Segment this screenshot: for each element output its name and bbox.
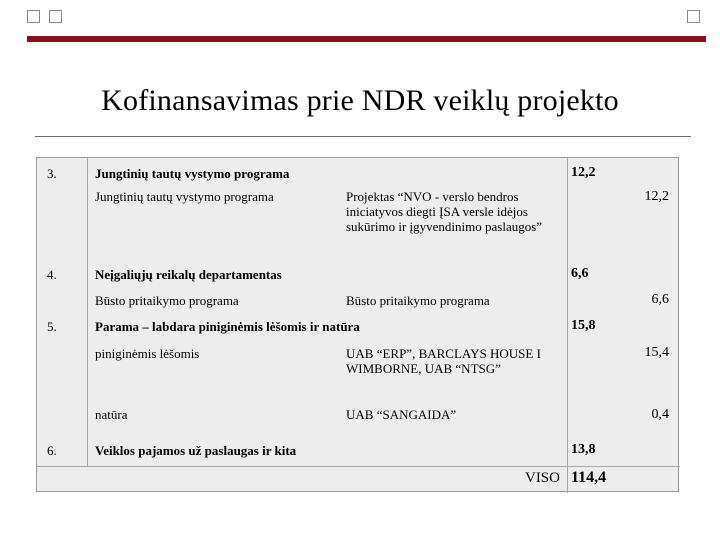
total-label: VISO: [524, 470, 560, 486]
row-amount: 12,2: [571, 165, 596, 180]
row-number: 4.: [47, 267, 57, 282]
program-name: Būsto pritaikymo programa: [95, 293, 239, 308]
row-heading: Veiklos pajamos už paslaugas ir kita: [95, 443, 297, 458]
title-divider: [35, 136, 691, 137]
col-divider-num: [87, 158, 88, 466]
row-number: 3.: [47, 166, 57, 181]
total-value: 114,4: [571, 469, 607, 486]
detail-amount: 0,4: [651, 407, 669, 422]
project-name: Projektas “NVO - verslo bendros iniciatyvos diegti ĮSA versle idėjos sukūrimo ir įgyvendinimo paslaugos”: [346, 189, 543, 234]
slide-title: Kofinansavimas prie NDR veiklų projekto: [101, 84, 619, 117]
row-heading: Neįgaliųjų reikalų departamentas: [95, 267, 282, 282]
row-amount: 6,6: [571, 266, 589, 281]
decor-square-left-1: [27, 10, 40, 23]
funding-table: [36, 157, 679, 492]
row-number: 5.: [47, 319, 57, 334]
program-name: natūra: [95, 407, 128, 422]
detail-amount: 6,6: [651, 292, 669, 307]
program-name: piniginėmis lėšomis: [95, 346, 200, 361]
decor-square-left-2: [49, 10, 62, 23]
project-name: UAB “ERP”, BARCLAYS HOUSE I WIMBORNE, UAB “NTSG”: [346, 346, 541, 376]
detail-amount: 12,2: [644, 189, 669, 204]
row-heading: Jungtinių tautų vystymo programa: [95, 166, 290, 181]
total-divider: [37, 466, 680, 467]
detail-amount: 15,4: [644, 345, 669, 360]
program-name: Jungtinių tautų vystymo programa: [95, 189, 274, 204]
row-number: 6.: [47, 443, 57, 458]
row-amount: 15,8: [571, 318, 596, 333]
decor-square-right: [687, 10, 700, 23]
project-name: Būsto pritaikymo programa: [346, 293, 490, 308]
decor-band: [27, 36, 706, 42]
project-name: UAB “SANGAIDA”: [346, 407, 457, 422]
row-heading: Parama – labdara piniginėmis lėšomis ir natūra: [95, 319, 360, 334]
row-amount: 13,8: [571, 442, 596, 457]
decorative-top-bar: [27, 10, 706, 41]
